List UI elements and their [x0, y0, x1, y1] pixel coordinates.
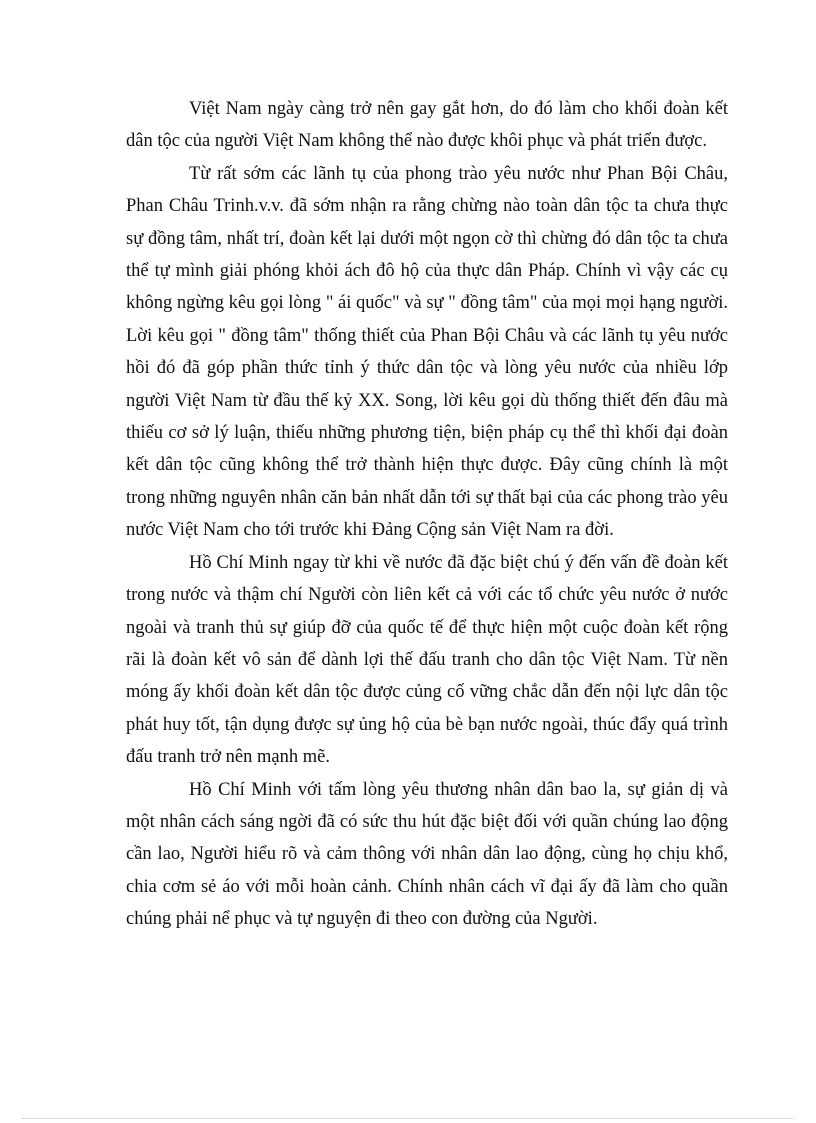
body-text: [126, 93, 728, 936]
paragraph-2: Từ rất sớm các lãnh tụ của phong trào yêu nước như Phan Bội Châu, Phan Châu Trinh.v.v. đã sớm nhận ra rằng chừng nào toàn dân tộc ta chưa thực sự đồng tâm, nhất trí, đoàn kết lại dưới một ngọn cờ thì chừng đó dân tộc ta chưa thể tự mình giải phóng khỏi ách đô hộ của thực dân Pháp. Chính vì vậy các cụ không ngừng kêu gọi lòng " ái quốc" và sự " đồng tâm" của mọi mọi hạng người. Lời kêu gọi " đồng tâm" thống thiết của Phan Bội Châu và các lãnh tụ yêu nước hồi đó đã góp phần thức tỉnh ý thức dân tộc và lòng yêu nước của nhiều lớp người Việt Nam từ đầu thế kỷ XX. Song, lời kêu gọi dù thống thiết đến đâu mà thiếu cơ sở lý luận, thiếu những phương tiện, biện pháp cụ thể thì khối đại đoàn kết dân tộc cũng không thể trở thành hiện thực được. Đây cũng chính là một trong những nguyên nhân căn bản nhất dẫn tới sự thất bại của các phong trào yêu nước Việt Nam cho tới trước khi Đảng Cộng sản Việt Nam ra đời.: [126, 163, 728, 541]
paragraph-1: Việt Nam ngày càng trở nên gay gắt hơn, do đó làm cho khối đoàn kết dân tộc của người Việt Nam không thể nào được khôi phục và phát triển được.: [126, 99, 728, 152]
page-bottom-divider: [22, 1118, 794, 1119]
paragraph-3: Hồ Chí Minh ngay từ khi về nước đã đặc biệt chú ý đến vấn đề đoàn kết trong nước và thậm chí Người còn liên kết cả với các tổ chức yêu nước ở nước ngoài và tranh thủ sự giúp đỡ của quốc tế để thực hiện một cuộc đoàn kết rộng rãi là đoàn kết vô sản để dành lợi thế đấu tranh cho dân tộc Việt Nam. Từ nền móng ấy khối đoàn kết dân tộc được củng cố vững chắc dẫn đến nội lực dân tộc phát huy tốt, tận dụng được sự ủng hộ của bè bạn nước ngoài, thúc đẩy quá trình đấu tranh trở nên mạnh mẽ.: [126, 552, 728, 768]
paragraph-4: Hồ Chí Minh với tấm lòng yêu thương nhân dân bao la, sự giản dị và một nhân cách sáng ngời đã có sức thu hút đặc biệt đối với quần chúng lao động cần lao, Người hiểu rõ và cảm thông với nhân dân lao động, cùng họ chịu khổ, chia cơm sẻ áo với mỗi hoàn cảnh. Chính nhân cách vĩ đại ấy đã làm cho quần chúng phải nể phục và tự nguyện đi theo con đường của Người.: [126, 779, 728, 930]
